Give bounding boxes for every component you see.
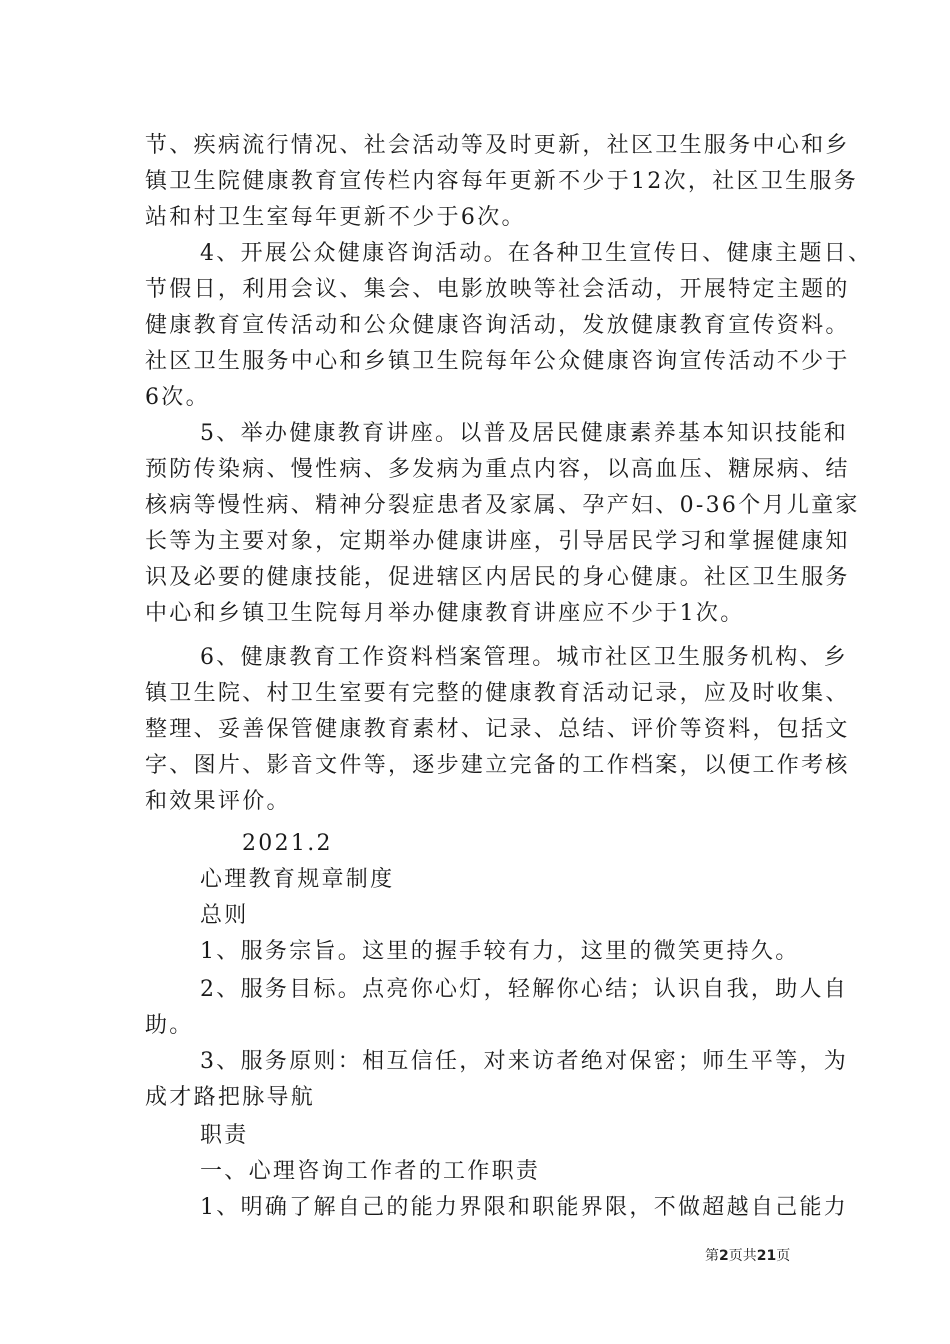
text-line: 6次。 (145, 385, 210, 410)
text-line: 4、开展公众健康咨询活动。在各种卫生宣传日、健康主题日、 (200, 241, 873, 266)
text-line: 健康教育宣传活动和公众健康咨询活动，发放健康教育宣传资料。 (145, 313, 850, 338)
section-heading: 职责 (200, 1123, 249, 1148)
text-line: 6、健康教育工作资料档案管理。城市社区卫生服务机构、乡 (200, 645, 849, 670)
footer-page-number: 2 (719, 1248, 729, 1264)
text-line: 节、疾病流行情况、社会活动等及时更新，社区卫生服务中心和乡 (145, 133, 850, 158)
text-line: 整理、妥善保管健康教育素材、记录、总结、评价等资料，包括文 (145, 717, 850, 742)
text-line: 字、图片、影音文件等，逐步建立完备的工作档案，以便工作考核 (145, 753, 850, 778)
text-line: 5、举办健康教育讲座。以普及居民健康素养基本知识技能和 (200, 421, 849, 446)
footer-total-pages: 21 (756, 1248, 777, 1264)
text-line: 社区卫生服务中心和乡镇卫生院每年公众健康咨询宣传活动不少于 (145, 349, 850, 374)
text-line: 站和村卫生室每年更新不少于6次。 (145, 205, 526, 230)
footer-suffix: 页 (776, 1248, 791, 1264)
footer-prefix: 第 (705, 1248, 719, 1264)
text-line: 识及必要的健康技能，促进辖区内居民的身心健康。社区卫生服务 (145, 565, 850, 590)
section-heading: 总则 (200, 903, 249, 928)
footer-middle: 页共 (728, 1248, 757, 1264)
text-line: 和效果评价。 (145, 789, 291, 814)
text-line: 长等为主要对象，定期举办健康讲座，引导居民学习和掌握健康知 (145, 529, 850, 554)
text-line: 预防传染病、慢性病、多发病为重点内容，以高血压、糖尿病、结 (145, 457, 850, 482)
text-line: 镇卫生院、村卫生室要有完整的健康教育活动记录，应及时收集、 (145, 681, 850, 706)
section-title: 心理教育规章制度 (200, 867, 395, 892)
page-footer (705, 1245, 790, 1265)
text-line: 中心和乡镇卫生院每月举办健康教育讲座应不少于1次。 (145, 601, 745, 626)
text-line: 1、服务宗旨。这里的握手较有力，这里的微笑更持久。 (200, 939, 800, 964)
text-line: 2、服务目标。点亮你心灯，轻解你心结；认识自我，助人自 (200, 977, 849, 1002)
text-line: 节假日，利用会议、集会、电影放映等社会活动，开展特定主题的 (145, 277, 850, 302)
text-line: 1、明确了解自己的能力界限和职能界限，不做超越自己能力 (200, 1195, 849, 1220)
text-line: 助。 (145, 1013, 194, 1038)
text-line: 核病等慢性病、精神分裂症患者及家属、孕产妇、0-36个月儿童家 (145, 493, 860, 518)
text-line: 成才路把脉导航 (145, 1085, 316, 1110)
text-line: 镇卫生院健康教育宣传栏内容每年更新不少于12次，社区卫生服务 (145, 169, 858, 194)
date-line: 2021.2 (242, 831, 333, 856)
text-line: 3、服务原则：相互信任，对来访者绝对保密；师生平等，为 (200, 1049, 849, 1074)
text-line: 一、心理咨询工作者的工作职责 (200, 1159, 541, 1184)
